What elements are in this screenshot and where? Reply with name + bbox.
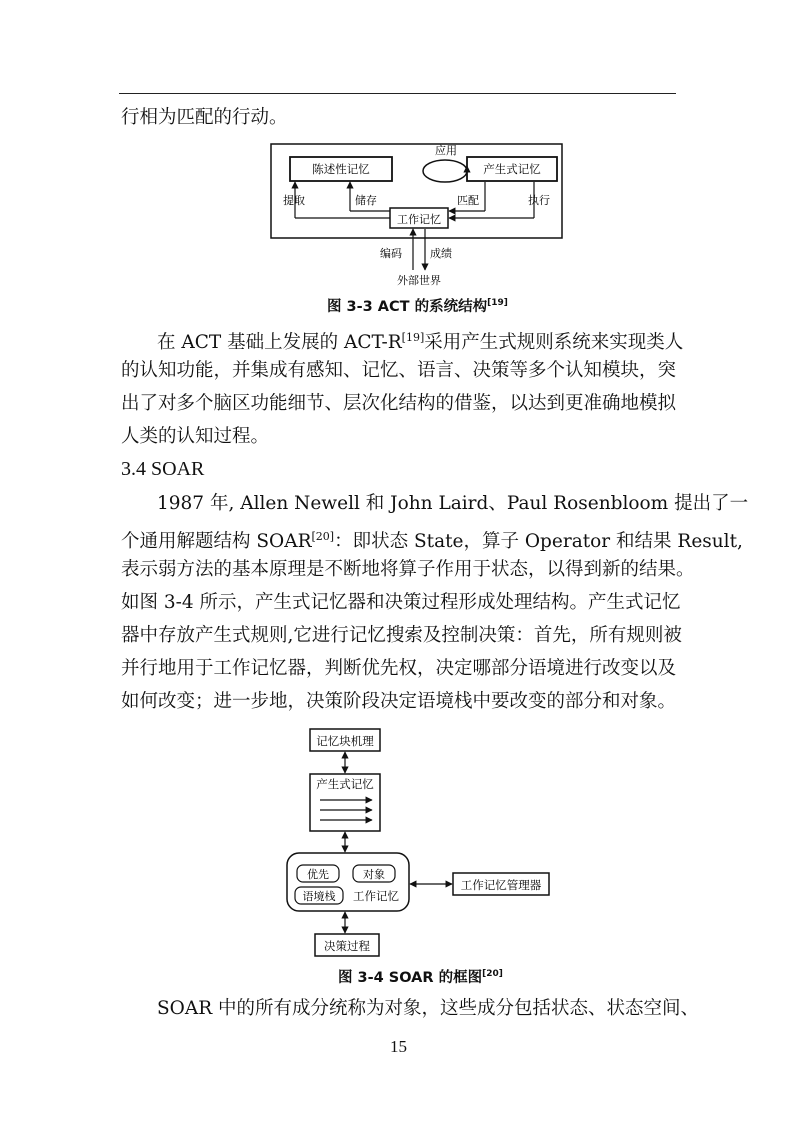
declarative-memory-label: 陈述性记忆 xyxy=(312,162,370,176)
preference-label: 优先 xyxy=(307,868,329,881)
object-label: 对象 xyxy=(363,868,385,881)
perform-label: 成绩 xyxy=(430,247,452,260)
page-number: 15 xyxy=(390,1037,407,1056)
text-line: 在 ACT 基础上发展的 ACT-R[19]采用产生式规则系统来实现类人 xyxy=(157,331,684,354)
match-label: 匹配 xyxy=(457,194,479,207)
retrieve-label: 提取 xyxy=(283,194,305,207)
store-label: 储存 xyxy=(355,194,377,207)
text-line: 并行地用于工作记忆器，判断优先权，决定哪部分语境进行改变以及 xyxy=(121,658,677,679)
working-memory-label: 工作记忆 xyxy=(397,213,441,226)
text-line: 如何改变；进一步地，决策阶段决定语境栈中要改变的部分和对象。 xyxy=(121,691,677,712)
text-line: 表示弱方法的基本原理是不断地将算子作用于状态，以得到新的结果。 xyxy=(121,559,695,580)
context-stack-label: 语境栈 xyxy=(302,890,336,903)
working-memory-label: 工作记忆 xyxy=(353,889,399,903)
text-line: 出了对多个脑区功能细节、层次化结构的借鉴，以达到更准确地模拟 xyxy=(121,393,677,414)
chunking-label: 记忆块机理 xyxy=(316,734,374,748)
soar-block-diagram xyxy=(282,725,557,961)
text-line: 人类的认知过程。 xyxy=(121,426,270,447)
text-line: 行相为匹配的行动。 xyxy=(121,107,288,128)
decision-process-label: 决策过程 xyxy=(324,939,370,953)
text-line: 1987 年, Allen Newell 和 John Laird、Paul Rosenbloom 提出了一 xyxy=(157,493,749,514)
text-line: 如图 3-4 所示，产生式记忆器和决策过程形成处理结构。产生式记忆 xyxy=(121,592,681,613)
header-rule xyxy=(119,93,676,94)
execute-label: 执行 xyxy=(528,194,550,207)
text-line: 个通用解题结构 SOAR[20]：即状态 State，算子 Operator 和结果 Result, xyxy=(121,530,743,553)
section-heading: 3.4 SOAR xyxy=(121,458,205,480)
production-memory-label: 产生式记忆 xyxy=(316,777,374,791)
text-line: 的认知功能，并集成有感知、记忆、语言、决策等多个认知模块，突 xyxy=(121,360,677,381)
encode-label: 编码 xyxy=(380,247,402,260)
production-memory-label: 产生式记忆 xyxy=(483,162,541,176)
apply-label: 应用 xyxy=(435,144,457,157)
external-world-label: 外部世界 xyxy=(397,274,441,287)
act-architecture-diagram xyxy=(270,142,565,292)
wm-manager-label: 工作记忆管理器 xyxy=(460,878,542,892)
text-line: SOAR 中的所有成分统称为对象，这些成分包括状态、状态空间、 xyxy=(157,998,700,1019)
text-line: 器中存放产生式规则,它进行记忆搜索及控制决策：首先，所有规则被 xyxy=(121,625,682,646)
figure-caption: 图 3-4 SOAR 的框图[20] xyxy=(338,969,503,986)
figure-caption: 图 3-3 ACT 的系统结构[19] xyxy=(327,298,508,315)
